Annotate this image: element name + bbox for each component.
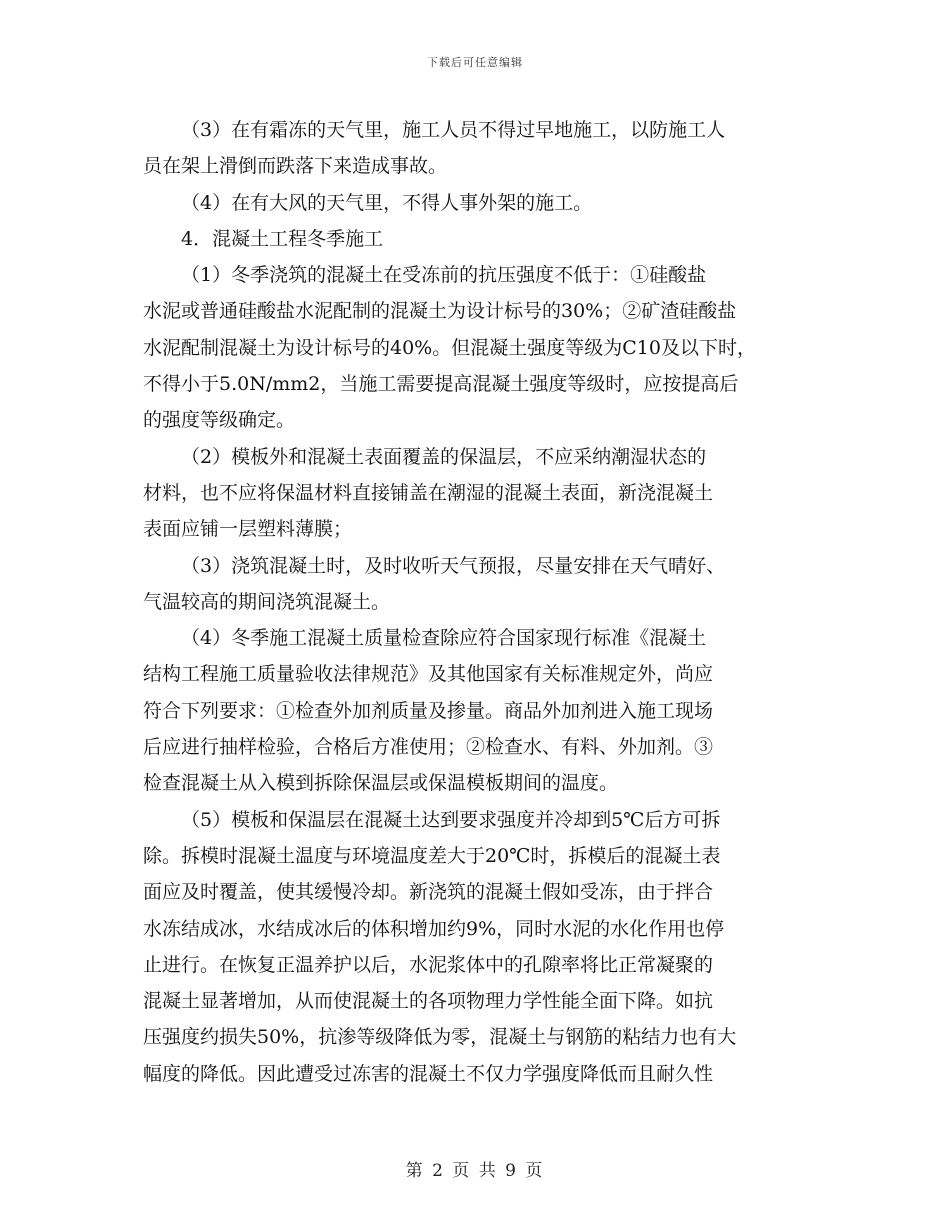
- text-line: 面应及时覆盖，使其缓慢冷却。新浇筑的混凝土假如受冻，由于拌合: [143, 881, 714, 904]
- paragraph-quality-inspection: [143, 620, 807, 801]
- text-line: （3）浇筑混凝土时，及时收听天气预报，尽量安排在天气晴好、: [181, 554, 726, 577]
- text-line: 4．混凝土工程冬季施工: [181, 227, 384, 250]
- text-line: 混凝土显著增加，从而使混凝土的各项物理力学性能全面下降。如抗: [143, 990, 714, 1013]
- text-line: 气温较高的期间浇筑混凝土。: [143, 590, 391, 613]
- paragraph-weather-forecast: [143, 548, 807, 621]
- text-line: 符合下列要求：①检查外加剂质量及掺量。商品外加剂进入施工现场: [143, 699, 714, 722]
- paragraph-frost-safety: [143, 112, 807, 185]
- text-line: 后应进行抽样检验，合格后方准使用；②检查水、有料、外加剂。③: [143, 736, 714, 759]
- text-line: （5）模板和保温层在混凝土达到要求强度并冷却到5℃后方可拆: [181, 808, 721, 831]
- text-line: 的强度等级确定。: [143, 409, 296, 432]
- paragraph-formwork-removal: [143, 802, 807, 1092]
- text-line: 水泥配制混凝土为设计标号的40%。但混凝土强度等级为C10及以下时，: [143, 336, 756, 359]
- section-heading: [143, 221, 807, 257]
- text-line: 水泥或普通硅酸盐水泥配制的混凝土为设计标号的30%；②矿渣硅酸盐: [143, 300, 737, 323]
- text-line: （4）冬季施工混凝土质量检查除应符合国家现行标准《混凝土: [181, 627, 707, 650]
- text-line: （3）在有霜冻的天气里，施工人员不得过早地施工，以防施工人: [181, 119, 726, 141]
- page-number-footer: 第 2 页 共 9 页: [405, 1161, 545, 1181]
- paragraph-insulation-layer: [143, 439, 807, 548]
- text-line: （4）在有大风的天气里，不得人事外架的施工。: [181, 191, 593, 214]
- text-line: 幅度的降低。因此遭受过冻害的混凝土不仅力学强度降低而且耐久性: [143, 1062, 714, 1085]
- text-line: 除。拆模时混凝土温度与环境温度差大于20℃时，拆模后的混凝土表: [143, 844, 721, 867]
- text-line: 压强度约损失50%，抗渗等级降低为零，混凝土与钢筋的粘结力也有大: [143, 1026, 737, 1049]
- text-line: （2）模板外和混凝土表面覆盖的保温层，不应采纳潮湿状态的: [181, 445, 707, 468]
- text-line: 水冻结成冰，水结成冰后的体积增加约9%，同时水泥的水化作用也停: [143, 917, 725, 940]
- page-header: 下载后可任意编辑: [427, 56, 523, 69]
- text-line: 材料，也不应将保温材料直接铺盖在潮湿的混凝土表面，新浇混凝土: [143, 481, 714, 504]
- text-line: 表面应铺一层塑料薄膜；: [143, 518, 353, 541]
- document-body: [143, 112, 807, 1092]
- text-line: 结构工程施工质量验收法律规范》及其他国家有关标准规定外，尚应: [143, 663, 714, 686]
- paragraph-strength-requirement: [143, 257, 807, 438]
- text-line: 止进行。在恢复正温养护以后，水泥浆体中的孔隙率将比正常凝聚的: [143, 953, 714, 976]
- text-line: 不得小于5.0N/mm2，当施工需要提高混凝土强度等级时，应按提高后: [143, 373, 739, 396]
- text-line: （1）冬季浇筑的混凝土在受冻前的抗压强度不低于：①硅酸盐: [181, 264, 707, 287]
- paragraph-wind-safety: [143, 185, 807, 221]
- text-line: 检查混凝土从入模到拆除保温层或保温模板期间的温度。: [143, 772, 619, 795]
- text-line: 员在架上滑倒而跌落下来造成事故。: [143, 155, 448, 178]
